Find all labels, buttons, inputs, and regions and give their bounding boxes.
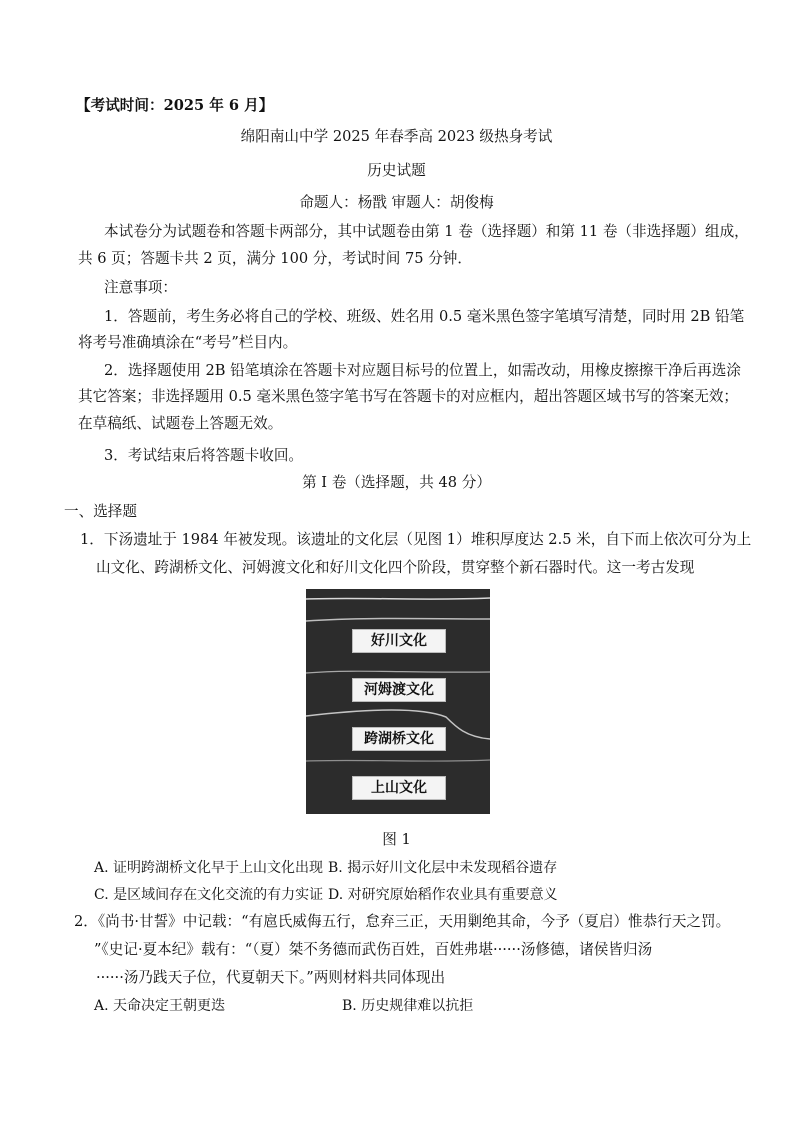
- stratum-line-top: [306, 598, 490, 599]
- q2-option-a: A. 天命决定王朝更迭: [94, 998, 226, 1014]
- q2-line-2: ”《史记·夏本纪》载有：“（夏）桀不务德而武伤百姓，百姓弗堪······汤修德，诸侯皆归汤: [94, 941, 653, 958]
- stratigraphy-figure: [306, 589, 490, 814]
- subject-title: 历史试题: [367, 162, 426, 179]
- notice-item-2-line-3: 在草稿纸、试题卷上答题无效。: [78, 415, 283, 432]
- figure-label-shangshan: 上山文化: [352, 776, 446, 800]
- figure-label-hemudu: 河姆渡文化: [352, 678, 446, 702]
- stratum-line-1: [306, 619, 490, 622]
- figure-label-kuahuqiao: 跨湖桥文化: [352, 727, 446, 751]
- exam-time: 【考试时间：2025 年 6 月】: [76, 97, 274, 114]
- q1-option-d: D. 对研究原始稻作农业具有重要意义: [328, 887, 558, 903]
- school-title: 绵阳南山中学 2025 年春季高 2023 级热身考试: [240, 128, 553, 145]
- section-part: 一、选择题: [64, 503, 137, 520]
- figure-caption: 图 1: [382, 831, 411, 848]
- q2-option-b: B. 历史规律难以抗拒: [342, 998, 474, 1014]
- q1-line-2: 山文化、跨湖桥文化、河姆渡文化和好川文化四个阶段，贯穿整个新石器时代。这一考古发现: [96, 559, 695, 576]
- stratum-line-4: [306, 760, 490, 761]
- q1-option-a: A. 证明跨湖桥文化早于上山文化出现: [94, 860, 324, 876]
- q2-line-1: 2．《尚书·甘誓》中记载：“有扈氏威侮五行，怠弃三正，天用剿绝其命，今予（夏启）惟恭行天之罚。: [74, 913, 731, 930]
- intro-line-1: 本试卷分为试题卷和答题卡两部分，其中试题卷由第 1 卷（选择题）和第 11 卷（非选择题）组成，: [104, 223, 749, 240]
- notice-item-2-line-2: 其它答案；非选择题用 0.5 毫米黑色签字笔书写在答题卡的对应框内，超出答题区域书写的答案无效；: [78, 388, 739, 405]
- q1-option-c: C. 是区域间存在文化交流的有力实证: [94, 887, 324, 903]
- notice-title: 注意事项：: [104, 279, 177, 296]
- authors: 命题人：杨戬 审题人：胡俊梅: [299, 194, 494, 211]
- intro-line-2: 共 6 页；答题卡共 2 页，满分 100 分，考试时间 75 分钟．: [78, 250, 472, 267]
- figure-label-haochuan: 好川文化: [352, 629, 446, 653]
- q2-line-3: ······汤乃践天子位，代夏朝天下。”两则材料共同体现出: [96, 969, 446, 986]
- stratum-line-2: [306, 671, 490, 673]
- notice-item-2-line-1: 2．选择题使用 2B 铅笔填涂在答题卡对应题目标号的位置上，如需改动，用橡皮擦擦干净后再选涂: [104, 362, 741, 379]
- q1-option-b: B. 揭示好川文化层中未发现稻谷遗存: [328, 860, 558, 876]
- section-title: 第 I 卷（选择题，共 48 分）: [302, 474, 491, 491]
- q1-line-1: 1．下汤遗址于 1984 年被发现。该遗址的文化层（见图 1）堆积厚度达 2.5 米，自下而上依次可分为上: [80, 531, 752, 548]
- notice-item-1-line-2: 将考号准确填涂在“考号”栏目内。: [78, 334, 298, 351]
- notice-item-1-line-1: 1．答题前，考生务必将自己的学校、班级、姓名用 0.5 毫米黑色签字笔填写清楚，同时用 2B 铅笔: [104, 308, 745, 325]
- notice-item-3: 3．考试结束后将答题卡收回。: [104, 447, 304, 464]
